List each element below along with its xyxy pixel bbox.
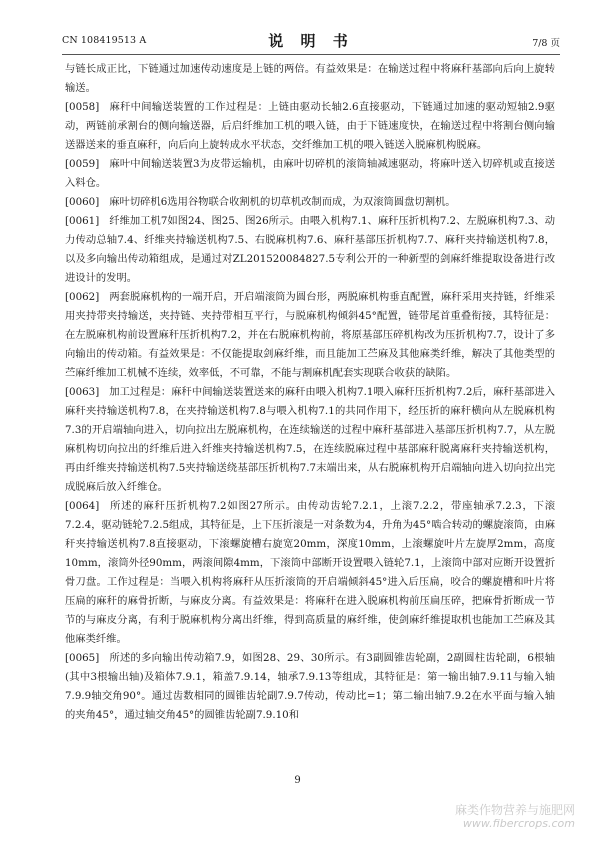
paragraph-text: 麻叶切碎机6选用谷物联合收割机的切草机改制而成，为双滚筒圆盘切割机。 bbox=[109, 196, 456, 208]
paragraph-number: [0065] bbox=[65, 652, 100, 664]
paragraph-number: [0063] bbox=[65, 386, 100, 398]
paragraph-0060 bbox=[65, 193, 555, 212]
paragraph-number: [0062] bbox=[65, 291, 100, 303]
watermark-url: www.fibercrops.com bbox=[462, 817, 575, 830]
paragraph-0065 bbox=[65, 649, 555, 725]
paragraph-number: [0061] bbox=[65, 215, 100, 227]
paragraph-continued bbox=[65, 60, 555, 98]
paragraph-text: 所述的多向输出传动箱7.9，如图28、29、30所示。有3副圆锥齿轮副，2副圆柱齿轮副，6根轴(其中3根输出轴)及箱体7.9.1，箱盖7.9.14，轴承7.9.13等组成，其特征是：第一输出轴7.9.11与输入轴7.9.9轴交角90°。通过齿数相同的圆锥齿轮副7.9.7传动，传动比=1；第二输出轴7.9.2在水平面与输入轴的夹角45°，通过轴交角45°的圆锥齿轮副7.9.10和 bbox=[65, 652, 555, 721]
paragraph-0061 bbox=[65, 212, 555, 288]
paragraph-text: 与链长成正比，下链通过加速传动速度是上链的两倍。有益效果是：在输送过程中将麻秆基部向后向上旋转输送。 bbox=[65, 63, 555, 94]
watermark-text: 麻类作物营养与施肥网 bbox=[454, 803, 575, 817]
page-header bbox=[62, 30, 560, 52]
paragraph-0063 bbox=[65, 383, 555, 497]
paragraph-number: [0064] bbox=[65, 500, 100, 512]
document-title: 说 明 书 bbox=[268, 32, 354, 50]
paragraph-text: 加工过程是：麻秆中间输送装置送来的麻秆由喂入机构7.1喂入麻秆压折机构7.2后，麻秆基部进入麻秆夹持输送机构7.8，在夹持输送机构7.8与喂入机构7.1的共同作用下，经压折的麻秆横向从左脱麻机构7.3的开启端轴向进入，切向拉出左脱麻机构，在连续输送的过程中麻秆基部进入基部压折机构7.7，从左脱麻机构切向拉出的纤维后进入纤维夹持输送机构7.5，在连续脱麻过程中基部麻秆脱离麻秆夹持输送机构，再由纤维夹持输送机构7.5夹持输送绕基部压折机构7.7末端出来，从右脱麻机构开启端轴向进入切向拉出完成脱麻后放入纤维仓。 bbox=[65, 386, 555, 493]
paragraph-text: 纤维加工机7如图24、图25、图26所示。由喂入机构7.1、麻秆压折机构7.2、左脱麻机构7.3、动力传动总轴7.4、纤维夹持输送机构7.5、右脱麻机构7.6、麻秆基部压折机构7.7、麻秆夹持输送机构7.8，以及多向输出传动箱组成，是通过对ZL201520084827.5专利公开的一种新型的剑麻纤维提取设备进行改进设计的发明。 bbox=[65, 215, 555, 284]
paragraph-0064 bbox=[65, 497, 555, 649]
paragraph-number: [0058] bbox=[65, 101, 100, 113]
header-divider bbox=[62, 54, 560, 55]
paragraph-text: 麻秆中间输送装置的工作过程是：上链由驱动长轴2.6直接驱动，下链通过加速的驱动短轴2.9驱动，两链前承割台的侧向输送器，后启纤维加工机的喂入链，由于下链速度快，在输送过程中将割台侧向输送器送来的垂直麻秆，向后向上旋转成水平状态，交纤维加工机的喂入链送入脱麻机构脱麻。 bbox=[65, 101, 555, 151]
paragraph-0058 bbox=[65, 98, 555, 155]
paragraph-0062 bbox=[65, 288, 555, 383]
paragraph-number: [0060] bbox=[65, 196, 100, 208]
paragraph-0059 bbox=[65, 155, 555, 193]
site-watermark bbox=[455, 804, 575, 830]
patent-number: CN 108419513 A bbox=[62, 35, 147, 46]
paragraph-text: 所述的麻秆压折机构7.2如图27所示。由传动齿轮7.2.1，上滚7.2.2，带座轴承7.2.3，下滚7.2.4，驱动链轮7.2.5组成，其特征是，上下压折滚是一对条数为4，升角为45°啮合转动的螺旋滚筒，由麻秆夹持输送机构7.8直接驱动，下滚螺旋槽右旋宽20mm，深度10mm，上滚螺旋叶片左旋厚2mm，高度10mm，滚筒外径90mm，两滚间隙4mm，下滚筒中部断开设置喂入链轮7.1，上滚筒中部对应断开设置折骨刀盘。工作过程是：当喂入机构将麻秆从压折滚筒的开启端倾斜45°进入后压扁，咬合的螺旋槽和叶片将压扁的麻秆的麻骨折断，与麻皮分离。有益效果是：将麻秆在进入脱麻机构前压扁压碎，把麻骨折断成一节节的与麻皮分离，有利于脱麻机构分离出纤维，得到高质量的麻纤维，使剑麻纤维提取机也能加工苎麻及其他麻类纤维。 bbox=[65, 500, 555, 645]
page-number: 9 bbox=[294, 775, 301, 786]
page-reference: 7/8 页 bbox=[532, 38, 560, 49]
paragraph-number: [0059] bbox=[65, 158, 100, 170]
paragraph-text: 麻叶中间输送装置3为皮带运输机，由麻叶切碎机的滚筒轴减速驱动，将麻叶送入切碎机或直接送入料仓。 bbox=[65, 158, 555, 189]
document-body bbox=[65, 60, 555, 725]
paragraph-text: 两套脱麻机构的一端开启，开启端滚筒为圆台形，两脱麻机构垂直配置，麻秆采用夹持链，纤维采用夹持带夹持输送，夹持链、夹持带相互平行，与脱麻机构倾斜45°配置，链带尾首重叠衔接，其特征是：在左脱麻机构前设置麻秆压折机构7.2，并在右脱麻机构前，将原基部压碎机构改为压折机构7.7，设计了多向输出的传动箱。有益效果是：不仅能提取剑麻纤维，而且能加工苎麻及其他麻类纤维，解决了其他类型的苎麻纤维加工机械不连续，效率低，不可靠，不能与割麻机配套实现联合收获的缺陷。 bbox=[65, 291, 555, 379]
